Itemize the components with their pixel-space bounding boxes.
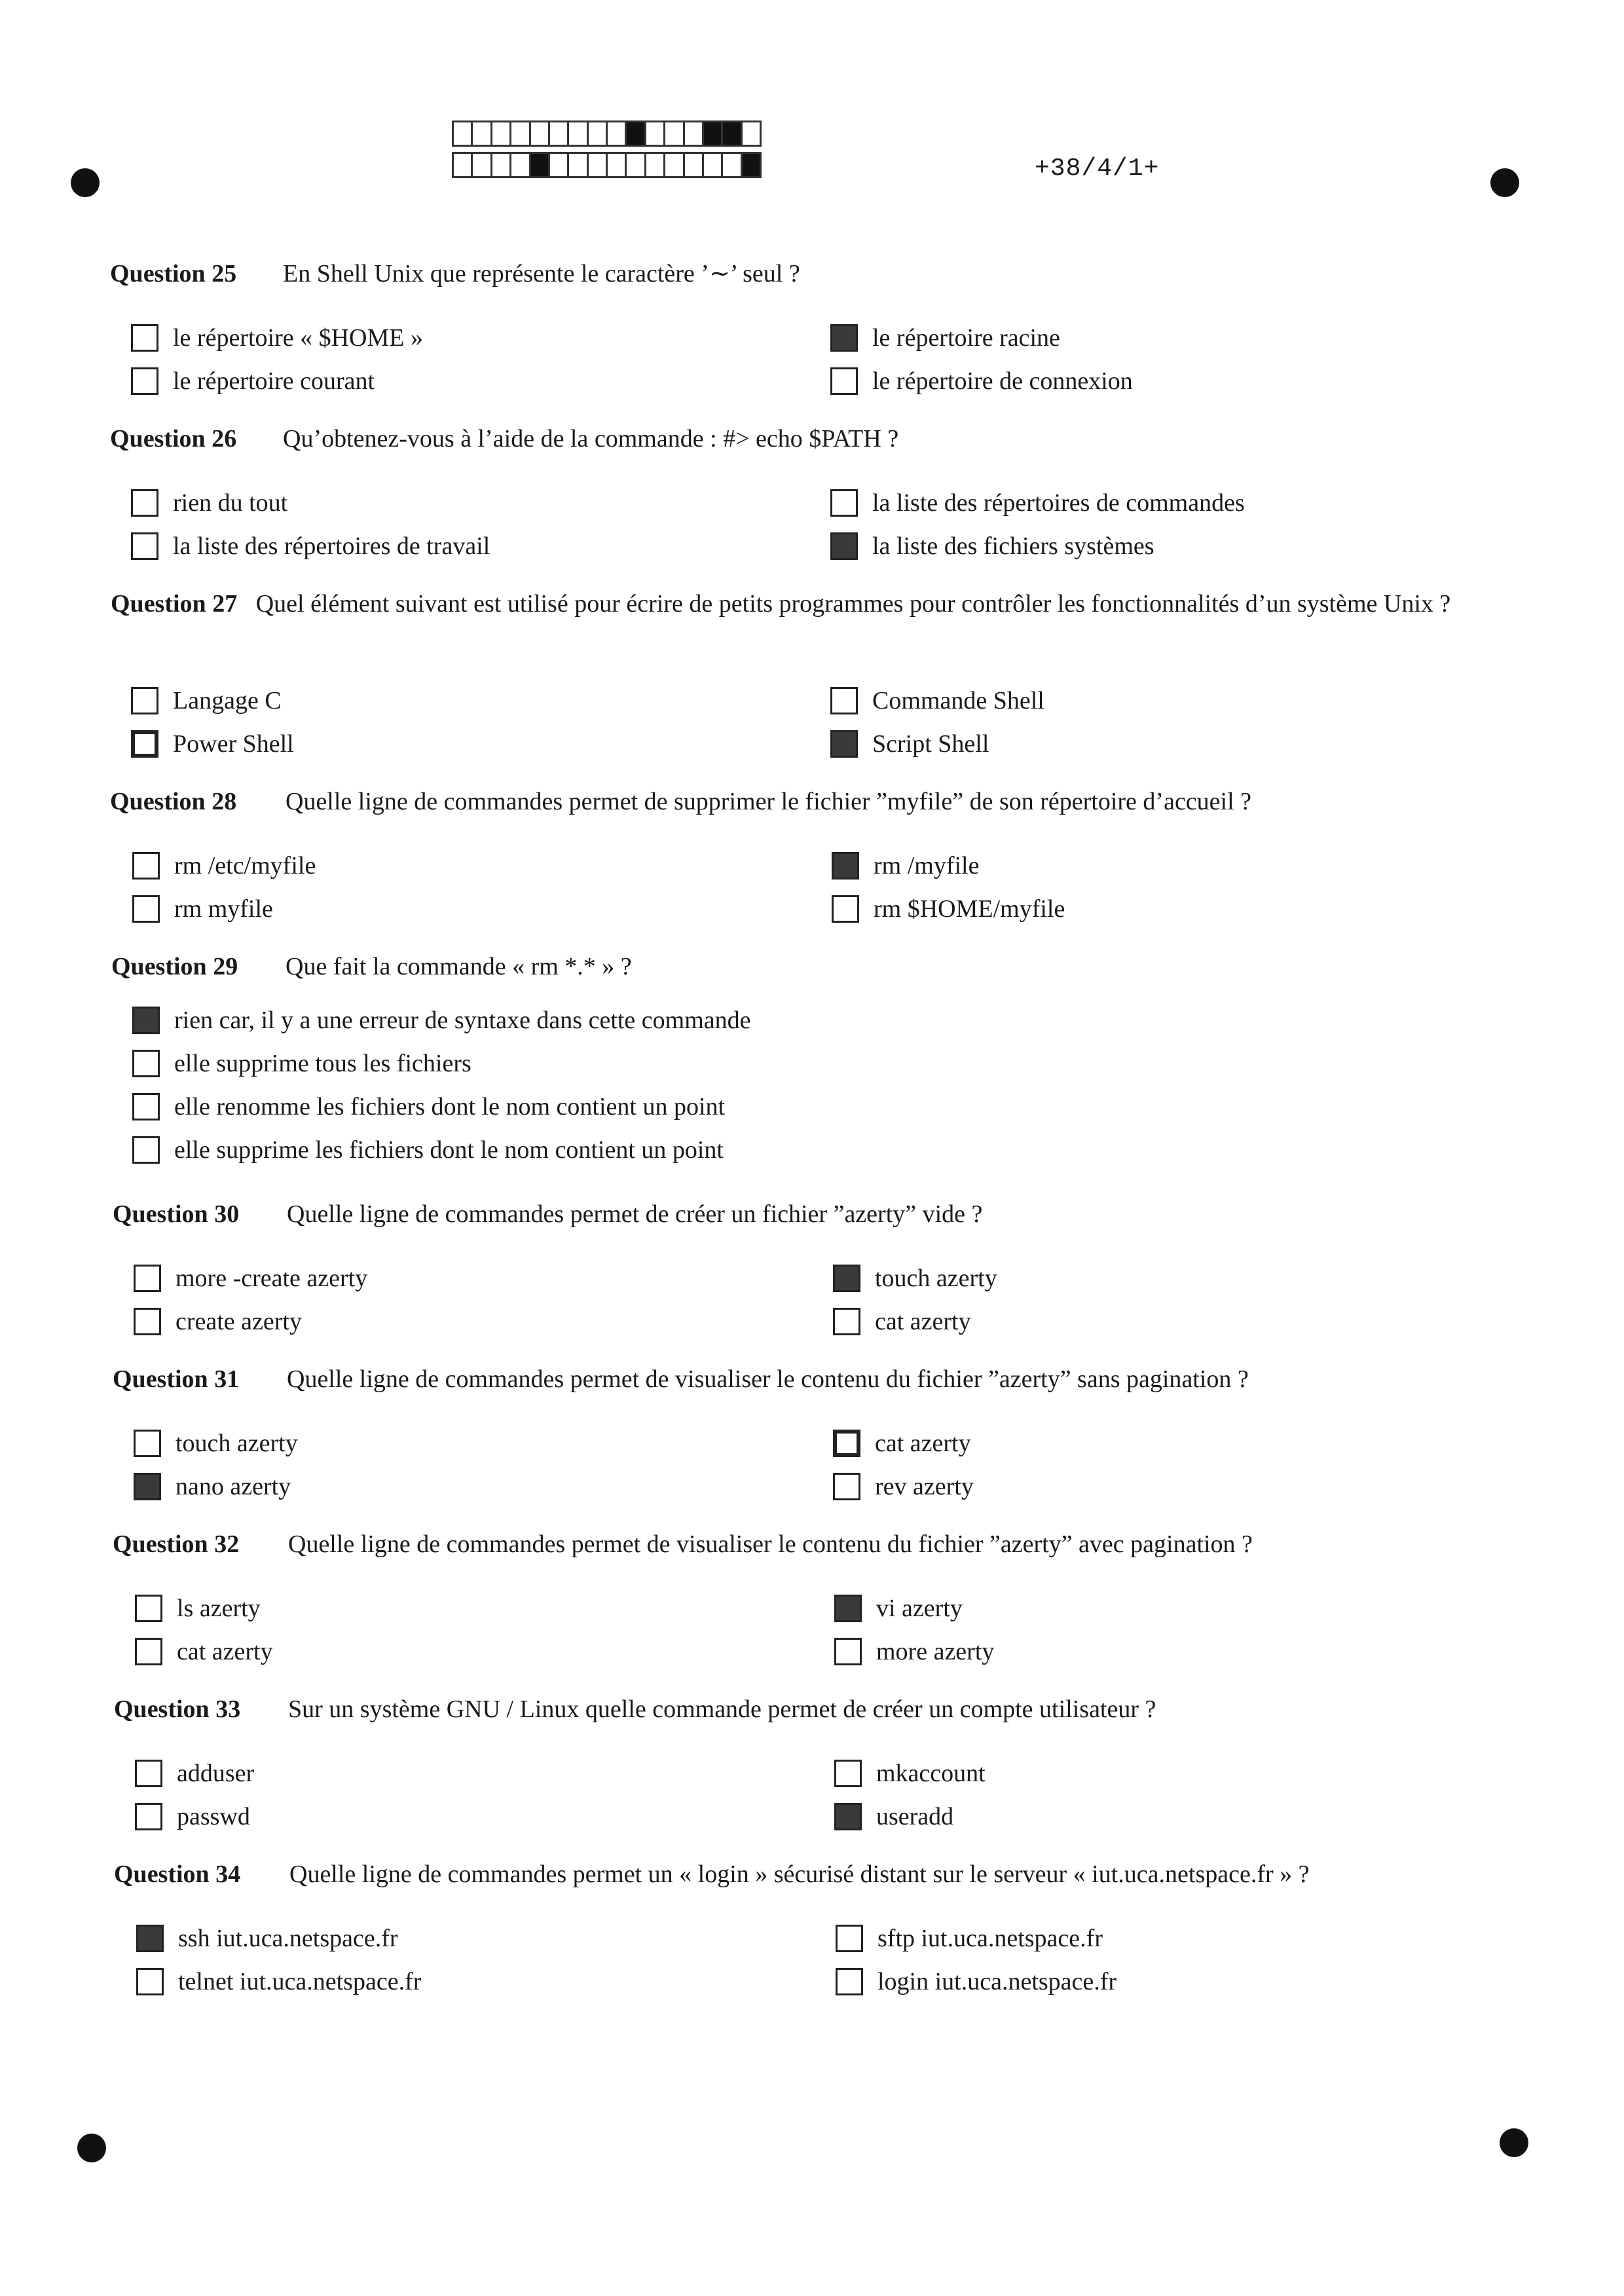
option-label: la liste des répertoires de travail xyxy=(173,532,490,560)
checkbox[interactable] xyxy=(834,1760,862,1787)
option-q28-b[interactable] xyxy=(832,849,979,883)
barcode-cell xyxy=(741,152,762,178)
barcode-cell xyxy=(567,120,588,147)
question-number: Question 31 xyxy=(113,1365,240,1393)
option-label: touch azerty xyxy=(875,1265,997,1292)
checkbox[interactable] xyxy=(136,1925,164,1952)
option-label: more azerty xyxy=(876,1638,995,1665)
checkbox[interactable] xyxy=(833,1430,860,1457)
option-label: Langage C xyxy=(173,687,282,714)
checkbox[interactable] xyxy=(132,1136,160,1164)
option-label: touch azerty xyxy=(175,1430,298,1457)
option-q31-d[interactable] xyxy=(833,1470,974,1504)
option-label: useradd xyxy=(876,1803,954,1830)
barcode-cell xyxy=(644,152,665,178)
option-label: le répertoire « $HOME » xyxy=(173,324,423,352)
barcode-cell xyxy=(625,120,646,147)
option-q29-d[interactable] xyxy=(132,1133,724,1167)
barcode-cell xyxy=(683,120,704,147)
question-number: Question 26 xyxy=(110,425,237,453)
checkbox[interactable] xyxy=(830,324,858,352)
option-label: Commande Shell xyxy=(872,687,1044,714)
checkbox[interactable] xyxy=(836,1925,863,1952)
option-label: cat azerty xyxy=(875,1430,971,1457)
question-number: Question 30 xyxy=(113,1200,240,1228)
option-label: rm $HOME/myfile xyxy=(874,895,1065,923)
checkbox[interactable] xyxy=(136,1968,164,1995)
option-q32-b[interactable] xyxy=(834,1591,963,1625)
checkbox[interactable] xyxy=(134,1308,161,1335)
registration-mark-top-right xyxy=(1490,168,1519,197)
option-q31-a[interactable] xyxy=(134,1426,298,1460)
option-q25-c[interactable] xyxy=(131,364,375,398)
question-number: Question 29 xyxy=(111,953,238,980)
barcode-cell xyxy=(548,152,569,178)
option-q27-c[interactable] xyxy=(131,727,294,761)
question-number: Question 28 xyxy=(110,788,237,815)
barcode-cell xyxy=(606,120,627,147)
checkbox[interactable] xyxy=(131,687,158,714)
option-label: rm myfile xyxy=(174,895,273,923)
barcode-cell xyxy=(721,120,742,147)
option-q34-b[interactable] xyxy=(836,1921,1103,1955)
option-label: la liste des fichiers systèmes xyxy=(872,532,1154,560)
question-number: Question 27 xyxy=(111,590,238,618)
barcode-cell xyxy=(625,152,646,178)
option-label: le répertoire racine xyxy=(872,324,1060,352)
barcode-cell xyxy=(721,152,742,178)
question-text: Quelle ligne de commandes permet un « login » sécurisé distant sur le serveur « iut.uca.netspace.fr » ? xyxy=(289,1861,1310,1888)
option-q26-a[interactable] xyxy=(131,486,287,520)
barcode-row-1 xyxy=(454,120,762,147)
option-q34-c[interactable] xyxy=(136,1965,421,1999)
option-q25-b[interactable] xyxy=(830,321,1060,355)
barcode-cell xyxy=(452,152,473,178)
option-q27-a[interactable] xyxy=(131,684,282,718)
checkbox[interactable] xyxy=(135,1803,162,1830)
option-label: cat azerty xyxy=(177,1638,273,1665)
option-label: rien car, il y a une erreur de syntaxe dans cette commande xyxy=(174,1007,751,1034)
option-q33-c[interactable] xyxy=(135,1800,250,1834)
question-text: Sur un système GNU / Linux quelle commande permet de créer un compte utilisateur ? xyxy=(288,1695,1156,1723)
option-label: cat azerty xyxy=(875,1308,971,1335)
option-label: rm /etc/myfile xyxy=(174,852,316,880)
option-label: le répertoire courant xyxy=(173,367,375,395)
option-q32-d[interactable] xyxy=(834,1635,994,1669)
question-text: Quelle ligne de commandes permet de supprimer le fichier ”myfile” de son répertoire d’accueil ? xyxy=(286,788,1252,815)
option-q26-b[interactable] xyxy=(830,486,1245,520)
checkbox[interactable] xyxy=(830,532,858,560)
option-q33-d[interactable] xyxy=(834,1800,953,1834)
question-number: Question 34 xyxy=(114,1861,241,1888)
option-q29-b[interactable] xyxy=(132,1046,471,1081)
question-text: Que fait la commande « rm *.* » ? xyxy=(286,953,632,980)
barcode-cell xyxy=(471,120,492,147)
option-q27-d[interactable] xyxy=(830,727,989,761)
option-q30-d[interactable] xyxy=(833,1305,971,1339)
option-label: Script Shell xyxy=(872,730,989,758)
checkbox[interactable] xyxy=(132,852,160,880)
option-q32-c[interactable] xyxy=(135,1635,273,1669)
checkbox[interactable] xyxy=(131,367,158,395)
option-label: more -create azerty xyxy=(175,1265,368,1292)
checkbox[interactable] xyxy=(833,1265,860,1292)
barcode-cell xyxy=(509,120,530,147)
barcode-cell xyxy=(509,152,530,178)
option-label: la liste des répertoires de commandes xyxy=(872,489,1245,517)
registration-mark-bottom-left xyxy=(77,2134,106,2162)
checkbox[interactable] xyxy=(830,489,858,517)
option-q28-d[interactable] xyxy=(832,892,1065,926)
barcode-cell xyxy=(663,152,684,178)
question-text: Quel élément suivant est utilisé pour écrire de petits programmes pour contrôler les fonctionnalités d’un système Unix ? xyxy=(255,590,1451,618)
option-q31-c[interactable] xyxy=(134,1470,291,1504)
option-q26-c[interactable] xyxy=(131,529,490,563)
question-text: Quelle ligne de commandes permet de visualiser le contenu du fichier ”azerty” sans pagination ? xyxy=(287,1365,1249,1393)
option-q25-a[interactable] xyxy=(131,321,423,355)
barcode-row-2 xyxy=(454,152,762,178)
option-label: elle renomme les fichiers dont le nom contient un point xyxy=(174,1093,726,1120)
option-q30-c[interactable] xyxy=(134,1305,302,1339)
checkbox[interactable] xyxy=(131,730,158,758)
option-label: Power Shell xyxy=(173,730,294,758)
checkbox[interactable] xyxy=(135,1760,162,1787)
checkbox[interactable] xyxy=(830,367,858,395)
checkbox[interactable] xyxy=(131,532,158,560)
checkbox[interactable] xyxy=(132,1007,160,1034)
barcode-cell xyxy=(529,152,550,178)
option-q31-b[interactable] xyxy=(833,1426,971,1460)
registration-mark-top-left xyxy=(71,168,100,197)
question-27-block xyxy=(111,587,1499,621)
option-label: vi azerty xyxy=(876,1595,963,1622)
option-label: sftp iut.uca.netspace.fr xyxy=(877,1925,1103,1952)
checkbox[interactable] xyxy=(132,895,160,923)
option-label: rev azerty xyxy=(875,1473,974,1500)
option-label: login iut.uca.netspace.fr xyxy=(877,1968,1117,1995)
checkbox[interactable] xyxy=(132,1050,160,1077)
checkbox[interactable] xyxy=(134,1473,161,1500)
option-label: passwd xyxy=(177,1803,250,1830)
barcode-cell xyxy=(471,152,492,178)
checkbox[interactable] xyxy=(834,1803,862,1830)
option-label: rien du tout xyxy=(173,489,288,517)
barcode-cell xyxy=(606,152,627,178)
question-number: Question 33 xyxy=(114,1695,241,1723)
question-text: Qu’obtenez-vous à l’aide de la commande : #> echo $PATH ? xyxy=(283,425,899,453)
barcode-cell xyxy=(644,120,665,147)
option-q34-a[interactable] xyxy=(136,1921,398,1955)
barcode-cell xyxy=(663,120,684,147)
registration-mark-bottom-right xyxy=(1500,2128,1528,2157)
page-code: +38/4/1+ xyxy=(1035,155,1160,183)
option-label: telnet iut.uca.netspace.fr xyxy=(178,1968,422,1995)
option-label: ssh iut.uca.netspace.fr xyxy=(178,1925,398,1952)
option-q30-a[interactable] xyxy=(134,1261,367,1295)
barcode-cell xyxy=(587,152,608,178)
option-q34-d[interactable] xyxy=(836,1965,1116,1999)
checkbox[interactable] xyxy=(830,730,858,758)
option-label: nano azerty xyxy=(175,1473,291,1500)
barcode-cell xyxy=(452,120,473,147)
checkbox[interactable] xyxy=(836,1968,863,1995)
question-number: Question 25 xyxy=(110,260,237,287)
checkbox[interactable] xyxy=(834,1638,862,1665)
barcode-cell xyxy=(741,120,762,147)
question-text: Quelle ligne de commandes permet de créer un fichier ”azerty” vide ? xyxy=(287,1200,983,1228)
option-label: rm /myfile xyxy=(874,852,980,880)
barcode-cell xyxy=(702,120,723,147)
option-label: le répertoire de connexion xyxy=(872,367,1133,395)
barcode-cell xyxy=(490,152,511,178)
option-q32-a[interactable] xyxy=(135,1591,261,1625)
option-q28-c[interactable] xyxy=(132,892,273,926)
option-q25-d[interactable] xyxy=(830,364,1133,398)
option-q29-c[interactable] xyxy=(132,1090,725,1124)
barcode-cell xyxy=(567,152,588,178)
checkbox[interactable] xyxy=(833,1308,860,1335)
barcode-cell xyxy=(587,120,608,147)
checkbox[interactable] xyxy=(834,1595,862,1622)
checkbox[interactable] xyxy=(131,489,158,517)
checkbox[interactable] xyxy=(833,1473,860,1500)
option-q27-b[interactable] xyxy=(830,684,1044,718)
option-q33-a[interactable] xyxy=(135,1756,254,1790)
checkbox[interactable] xyxy=(132,1093,160,1120)
option-q30-b[interactable] xyxy=(833,1261,997,1295)
barcode-cell xyxy=(683,152,704,178)
checkbox[interactable] xyxy=(832,895,859,923)
option-label: elle supprime les fichiers dont le nom contient un point xyxy=(174,1136,724,1164)
option-q28-a[interactable] xyxy=(132,849,316,883)
checkbox[interactable] xyxy=(832,852,859,880)
option-q29-a[interactable] xyxy=(132,1003,751,1037)
question-text: En Shell Unix que représente le caractère ’∼’ seul ? xyxy=(283,260,800,287)
option-q33-b[interactable] xyxy=(834,1756,986,1790)
option-label: adduser xyxy=(177,1760,255,1787)
checkbox[interactable] xyxy=(134,1430,161,1457)
barcode-cell xyxy=(702,152,723,178)
option-label: elle supprime tous les fichiers xyxy=(174,1050,471,1077)
barcode-cell xyxy=(490,120,511,147)
question-number: Question 32 xyxy=(113,1530,240,1558)
checkbox[interactable] xyxy=(830,687,858,714)
checkbox[interactable] xyxy=(134,1265,161,1292)
question-text: Quelle ligne de commandes permet de visualiser le contenu du fichier ”azerty” avec pagination ? xyxy=(288,1530,1253,1558)
option-label: mkaccount xyxy=(876,1760,986,1787)
barcode-cell xyxy=(529,120,550,147)
option-label: ls azerty xyxy=(177,1595,261,1622)
option-label: create azerty xyxy=(175,1308,302,1335)
checkbox[interactable] xyxy=(135,1595,162,1622)
checkbox[interactable] xyxy=(135,1638,162,1665)
barcode-cell xyxy=(548,120,569,147)
option-q26-d[interactable] xyxy=(830,529,1154,563)
checkbox[interactable] xyxy=(131,324,158,352)
